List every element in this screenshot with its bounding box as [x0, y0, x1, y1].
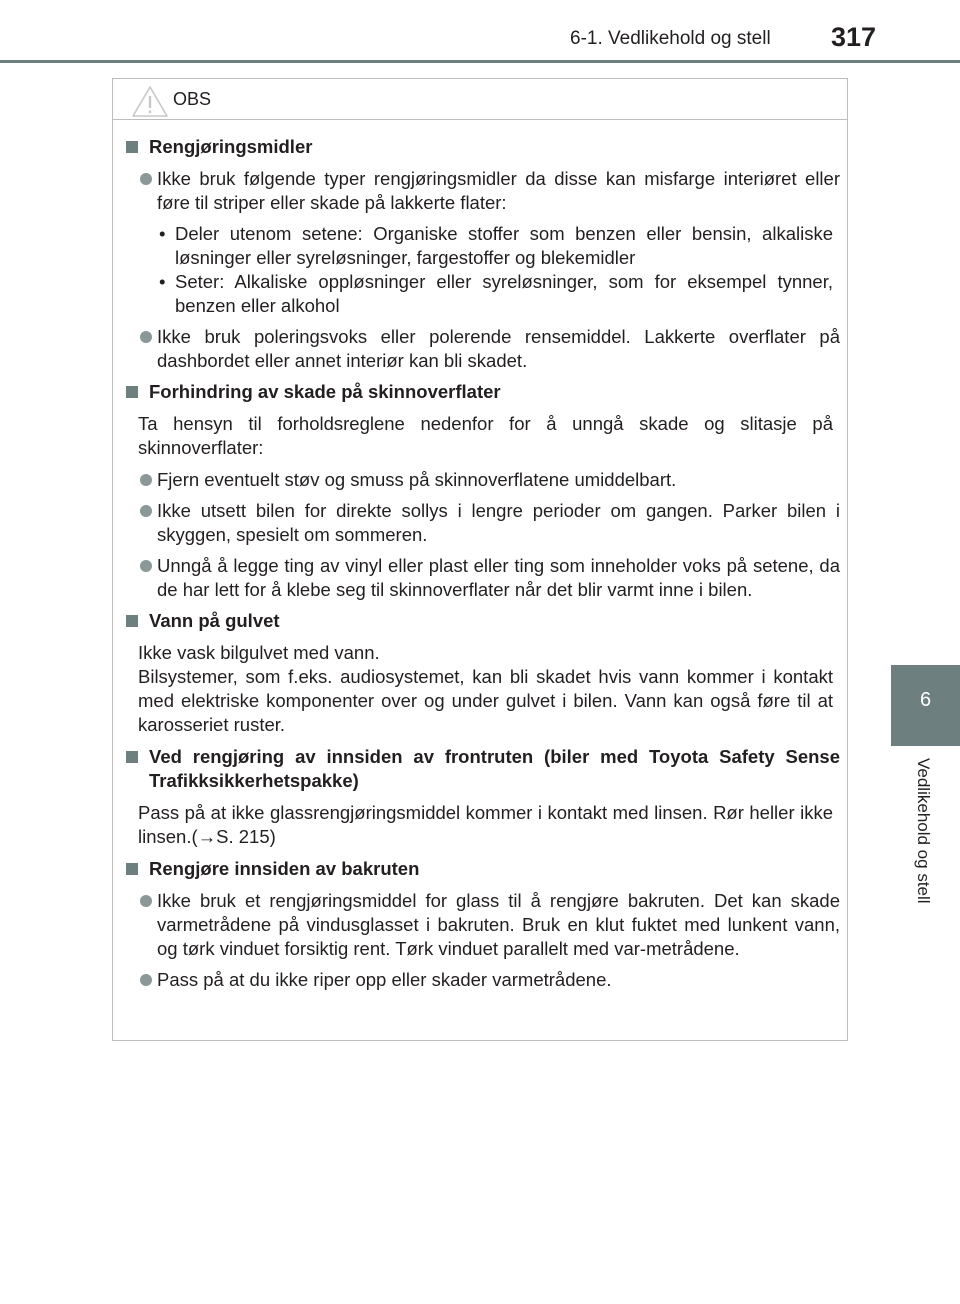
page-number: 317 [831, 22, 877, 52]
reference-arrow-icon: → [197, 826, 217, 847]
square-bullet-icon [126, 615, 138, 627]
notice-content [126, 135, 840, 999]
notice-label: OBS [173, 89, 212, 109]
section-title: 6-1. Vedlikehold og stell [570, 28, 771, 49]
square-bullet-icon [126, 386, 138, 398]
square-bullet-icon [126, 141, 138, 153]
bullet-item: Pass på at du ikke riper opp eller skader varmetrådene. [126, 968, 840, 992]
round-bullet-icon [140, 505, 152, 517]
notice-box-header [113, 79, 847, 120]
sub-bullet-item: • Seter: Alkaliske oppløsninger eller syreløsninger, som for eksempel tynner, benzen eller alkohol [159, 271, 833, 316]
square-bullet-icon [126, 863, 138, 875]
paragraph: Ikke vask bilgulvet med vann. Bilsystemer, som f.eks. audiosystemet, kan bli skadet hvis vann kommer i kontakt med elektriske komponenter over og under gulvet i bilen. Vann kan også føre til at karosseriet ruster. [138, 642, 833, 735]
bullet-item: Ikke bruk følgende typer rengjøringsmidler da disse kan misfarge interiøret eller føre til striper eller skade på lakkerte flater: [126, 167, 840, 215]
bullet-item: Fjern eventuelt støv og smuss på skinnoverflatene umiddelbart. [126, 468, 840, 492]
header-rule [0, 60, 960, 63]
round-bullet-icon [140, 474, 152, 486]
section-heading: Ved rengjøring av innsiden av frontruten (biler med Toyota Safety Sense Trafikksikkerhetspakke) [126, 745, 840, 793]
warning-triangle-icon [131, 85, 169, 118]
round-bullet-icon [140, 895, 152, 907]
bullet-item: Ikke bruk poleringsvoks eller polerende rensemiddel. Lakkerte overflater på dashbordet eller annet interiør kan bli skadet. [126, 325, 840, 373]
square-bullet-icon [126, 751, 138, 763]
round-bullet-icon [140, 560, 152, 572]
section-heading: Vann på gulvet [126, 609, 840, 633]
sub-bullet-item: • Deler utenom setene: Organiske stoffer som benzen eller bensin, alkaliske løsninger eller syreløsninger, fargestoffer og blekemidler [159, 223, 833, 268]
chapter-tab [891, 665, 960, 746]
round-bullet-icon [140, 331, 152, 343]
section-heading: Forhindring av skade på skinnoverflater [126, 380, 840, 404]
bullet-item: Ikke utsett bilen for direkte sollys i lengre perioder om gangen. Parker bilen i skyggen, spesielt om sommeren. [126, 499, 840, 547]
round-bullet-icon [140, 974, 152, 986]
bullet-item: Unngå å legge ting av vinyl eller plast eller ting som inneholder voks på setene, da de har lett for å klebe seg til skinnoverflater når det blir varmt inne i bilen. [126, 554, 840, 602]
chapter-label: Vedlikehold og stell [914, 758, 933, 904]
notice-box [112, 78, 848, 1041]
section-heading: Rengjøringsmidler [126, 135, 840, 159]
paragraph: Pass på at ikke glassrengjøringsmiddel kommer i kontakt med linsen. Rør heller ikke linsen.(→S. 215) [138, 802, 833, 847]
bullet-item: Ikke bruk et rengjøringsmiddel for glass til å rengjøre bakruten. Det kan skade varmetrådene på vindusglasset i bakruten. Bruk en klut fuktet med lunkent vann, og tørk vinduet forsiktig rent. Tørk vinduet parallelt med var-metrådene. [126, 889, 840, 961]
paragraph: Ta hensyn til forholdsreglene nedenfor for å unngå skade og slitasje på skinnoverflater: [138, 413, 833, 458]
page-reference[interactable]: S. 215) [216, 826, 276, 847]
round-bullet-icon [140, 173, 152, 185]
section-heading: Rengjøre innsiden av bakruten [126, 857, 840, 881]
chapter-number: 6 [919, 689, 932, 711]
